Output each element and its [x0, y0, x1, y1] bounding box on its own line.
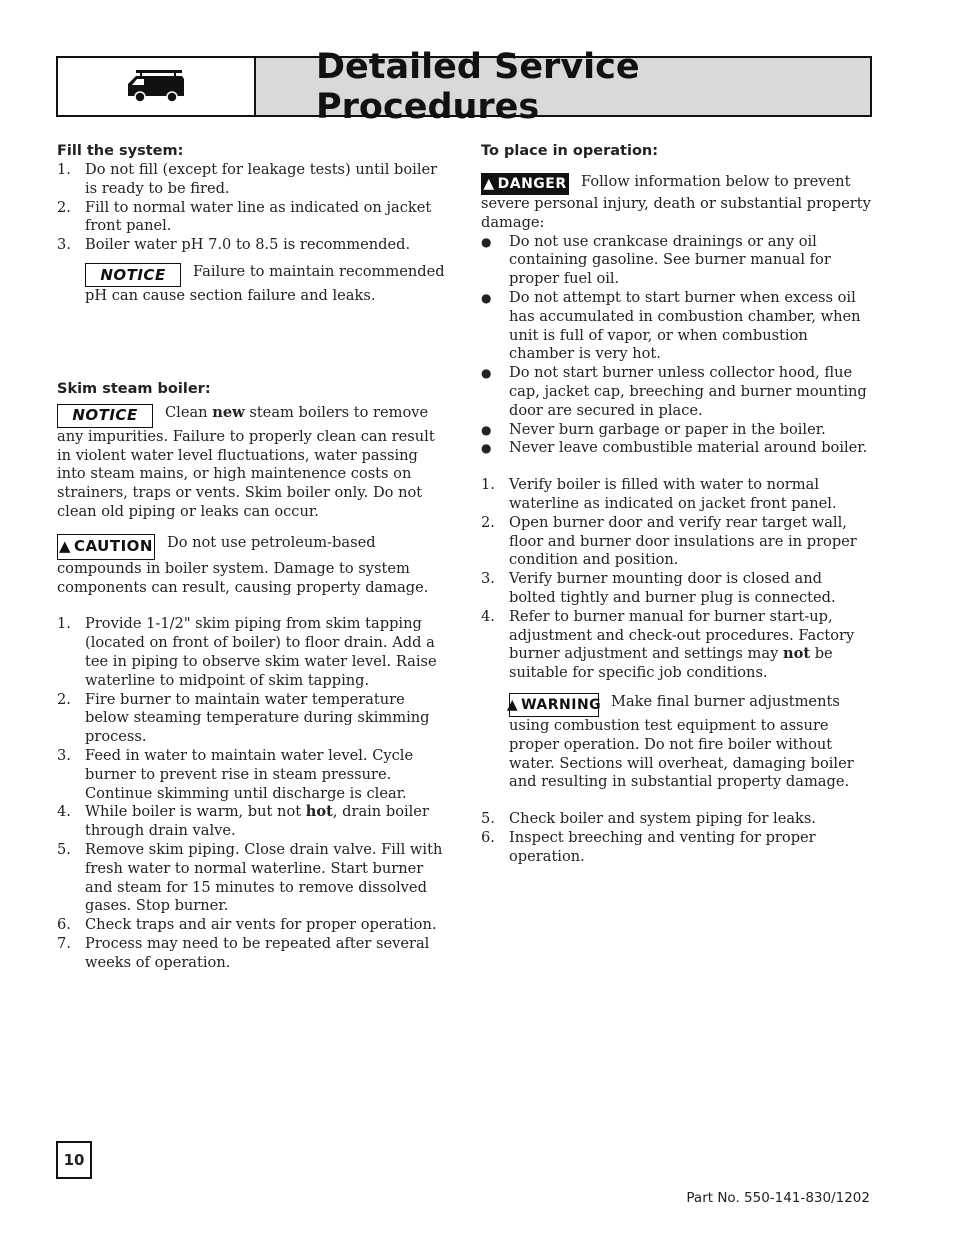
skim-boiler-heading: Skim steam boiler:: [57, 380, 211, 397]
operation-heading: To place in operation:: [481, 143, 659, 159]
list-item: ● Never burn garbage or paper in the boiler.: [481, 420, 826, 438]
warning-triangle-icon: ▲: [506, 696, 519, 713]
list-item: 1. Verify boiler is filled with water to normal waterline as indicated on jacket front panel.: [481, 476, 837, 512]
list-item: 6. Inspect breeching and venting for proper operation.: [481, 828, 816, 865]
fill-system-heading: Fill the system:: [57, 143, 184, 159]
skim-steps-list: [57, 615, 445, 972]
right-column: [481, 142, 871, 867]
van-icon: [126, 70, 186, 104]
list-item: 6. Check traps and air vents for proper operation.: [57, 916, 437, 934]
skim-caution: ▲ CAUTION Do not use petroleum-based compounds in boiler system. Damage to system components can result, causing property damage.: [57, 533, 429, 596]
fill-system-list: [57, 161, 445, 255]
list-item: ● Do not start burner unless collector hood, flue cap, jacket cap, breeching and burner mounting door are secured in place.: [481, 364, 867, 419]
notice-badge: NOTICE: [85, 263, 181, 287]
list-item: 1. Do not fill (except for leakage tests) until boiler is ready to be fired.: [57, 161, 438, 197]
list-item: 3. Verify burner mounting door is closed and bolted tightly and burner plug is connected.: [481, 570, 836, 606]
page-title: Detailed Service Procedures: [316, 46, 640, 127]
warning-triangle-icon: ▲: [58, 537, 72, 556]
list-item: 3. Feed in water to maintain water level. Cycle burner to prevent rise in steam pressure. Continue skimming until discharge is clear.: [57, 746, 414, 802]
notice-badge: NOTICE: [57, 404, 153, 428]
left-column: [57, 142, 445, 973]
page-number: 10: [56, 1141, 92, 1179]
danger-bullets-list: [481, 233, 871, 459]
list-item: 2. Open burner door and verify rear target wall, floor and burner door insulations are in proper condition and position.: [481, 513, 857, 569]
list-item: 5. Check boiler and system piping for leaks.: [481, 810, 817, 828]
page-header: [56, 46, 872, 127]
operation-steps-list: [481, 476, 871, 683]
list-item: 2. Fire burner to maintain water temperature below steaming temperature during skimming process.: [57, 690, 430, 746]
skim-notice: NOTICE Clean new steam boilers to remove any impurities. Failure to properly clean can result in violent water level fluctuations, water passing into steam mains, or high maintenence costs on strainers, traps or vents. Skim boiler only. Do not clean old piping or leaks can occur.: [57, 403, 435, 520]
list-item: ● Do not attempt to start burner when excess oil has accumulated in combustion chamber, when unit is full of vapor, or when combustion chamber is very hot.: [481, 288, 861, 363]
list-item: 4. While boiler is warm, but not hot, drain boiler through drain valve.: [57, 803, 429, 840]
caution-badge: ▲ CAUTION: [57, 534, 155, 560]
warning-triangle-icon: ▲: [483, 175, 495, 192]
operation-danger: ▲ DANGER Follow information below to prevent severe personal injury, death or substantial property damage:: [481, 173, 871, 231]
list-item: 3. Boiler water pH 7.0 to 8.5 is recommended.: [57, 236, 411, 254]
list-item: 7. Process may need to be repeated after several weeks of operation.: [57, 934, 430, 971]
operation-warning: ▲ WARNING Make final burner adjustments using combustion test equipment to assure proper operation. Do not fire boiler without water. Sections will overheat, damaging boiler and resulting in substantial property damage.: [506, 692, 854, 791]
danger-badge: ▲ DANGER: [481, 173, 569, 195]
list-item: 2. Fill to normal water line as indicated on jacket front panel.: [57, 198, 432, 235]
warning-badge: ▲ WARNING: [509, 693, 599, 717]
operation-final-steps-list: [481, 810, 871, 866]
header-title-cell: [256, 46, 870, 127]
list-item: ● Never leave combustible material around boiler.: [481, 439, 868, 457]
header-icon-cell: [58, 58, 256, 115]
part-number: Part No. 550-141-830/1202: [686, 1190, 870, 1206]
list-item: 1. Provide 1-1/2" skim piping from skim tapping (located on front of boiler) to floor drain. Add a tee in piping to observe skim water level. Raise waterline to midpoint of skim tapping.: [57, 615, 437, 689]
list-item: 4. Refer to burner manual for burner start-up, adjustment and check-out procedures. Factory burner adjustment and settings may not be suitable for specific job conditions.: [481, 607, 855, 682]
list-item: ● Do not use crankcase drainings or any oil containing gasoline. See burner manual for proper fuel oil.: [481, 232, 831, 288]
list-item: 5. Remove skim piping. Close drain valve. Fill with fresh water to normal waterline. Start burner and steam for 15 minutes to remove dissolved gases. Stop burner.: [57, 840, 443, 915]
fill-notice: NOTICE Failure to maintain recommended pH can cause section failure and leaks.: [85, 262, 445, 304]
